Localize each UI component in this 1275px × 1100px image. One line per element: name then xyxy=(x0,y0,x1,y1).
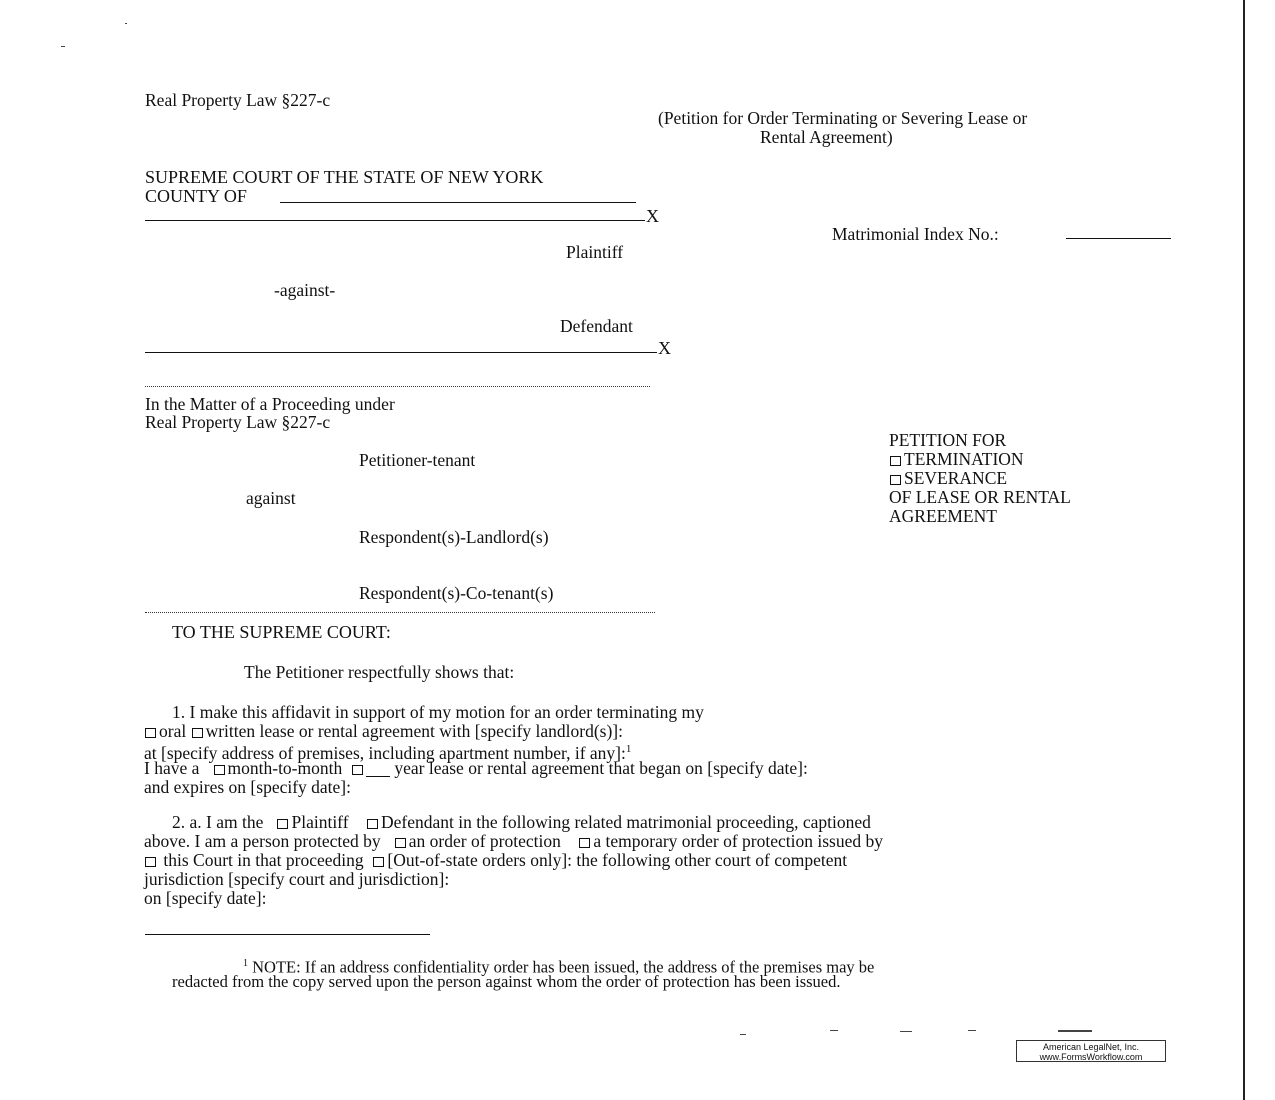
severance-label: SEVERANCE xyxy=(904,468,1008,488)
para2-line4: jurisdiction [specify court and jurisdiction]: xyxy=(144,869,450,889)
petitioner-label: Petitioner-tenant xyxy=(359,450,476,470)
oral-checkbox[interactable] xyxy=(145,728,156,738)
scan-speck xyxy=(740,1034,746,1035)
plaintiff-label: Plaintiff xyxy=(566,242,624,262)
temp-order-label: a temporary order of protection issued by xyxy=(593,831,884,851)
index-number-label: Matrimonial Index No.: xyxy=(832,224,999,244)
para1-line5: and expires on [specify date]: xyxy=(144,777,352,797)
scan-speck xyxy=(900,1031,912,1032)
footnote-marker: 1 xyxy=(243,958,248,969)
para1-line2 xyxy=(144,722,623,741)
against-label: -against- xyxy=(274,280,336,300)
page-edge xyxy=(1243,0,1245,1100)
caption-x-mark-2: X xyxy=(658,338,671,358)
index-number-field[interactable] xyxy=(1066,238,1171,239)
written-label: written lease or rental agreement with [specify landlord(s)]: xyxy=(205,721,623,741)
order-protection-label: an order of protection xyxy=(408,831,561,851)
scan-speck xyxy=(61,46,65,47)
defendant-option-label: Defendant in the following related matrimonial proceeding, captioned xyxy=(381,812,871,832)
matter-bottom-rule xyxy=(145,612,655,613)
branding-line2: www.FormsWorkflow.com xyxy=(1039,1052,1143,1062)
para1-line4 xyxy=(144,759,808,778)
respondent-cotenant-label: Respondent(s)-Co-tenant(s) xyxy=(359,583,554,603)
footnote-rule xyxy=(145,934,430,935)
petition-title-line4: OF LEASE OR RENTAL xyxy=(889,487,1071,507)
termination-option[interactable] xyxy=(889,450,1024,469)
oral-label: oral xyxy=(159,721,187,741)
protected-by-label: above. I am a person protected by xyxy=(144,831,381,851)
severance-option[interactable] xyxy=(889,469,1007,488)
matter-top-rule xyxy=(145,386,650,387)
written-checkbox[interactable] xyxy=(192,728,203,738)
para2-line2 xyxy=(144,832,883,851)
county-label: COUNTY OF xyxy=(145,186,247,206)
am-the-label: 2. a. I am the xyxy=(172,812,264,832)
this-court-label: this Court in that proceeding xyxy=(163,850,364,870)
statute-reference: Real Property Law §227-c xyxy=(145,90,331,110)
have-a-label: I have a xyxy=(144,758,200,778)
termination-label: TERMINATION xyxy=(904,449,1024,469)
matter-against-label: against xyxy=(246,488,296,508)
caption-x-mark: X xyxy=(646,206,659,226)
para2-line3 xyxy=(144,851,847,870)
month-to-month-checkbox[interactable] xyxy=(214,765,225,775)
petition-title-line5: AGREEMENT xyxy=(889,506,997,526)
footnote-line2: redacted from the copy served upon the person against whom the order of protection has been issued. xyxy=(172,972,841,991)
branding-line1: American LegalNet, Inc. xyxy=(1042,1042,1140,1052)
plaintiff-option-label: Plaintiff xyxy=(291,812,349,832)
out-of-state-checkbox[interactable] xyxy=(373,857,384,867)
month-to-month-label: month-to-month xyxy=(227,758,343,778)
branding-badge xyxy=(1016,1040,1166,1062)
caption-top-rule xyxy=(145,220,645,221)
footnote-text-1: NOTE: If an address confidentiality order has been issued, the address of the premises may be xyxy=(252,957,875,977)
plaintiff-checkbox[interactable] xyxy=(277,819,288,829)
footnote-reference: 1 xyxy=(625,743,632,755)
para2-line1 xyxy=(172,813,871,832)
respondent-landlord-label: Respondent(s)-Landlord(s) xyxy=(359,527,549,547)
address-prompt: at [specify address of premises, including apartment number, if any]: xyxy=(144,742,626,763)
temp-order-checkbox[interactable] xyxy=(579,838,590,848)
matter-line1: In the Matter of a Proceeding under xyxy=(145,394,395,414)
para2-line5: on [specify date]: xyxy=(144,888,267,908)
form-title-line1: (Petition for Order Terminating or Severing Lease or xyxy=(658,108,1028,128)
order-protection-checkbox[interactable] xyxy=(395,838,406,848)
defendant-checkbox[interactable] xyxy=(367,819,378,829)
termination-checkbox[interactable] xyxy=(890,456,901,466)
defendant-label: Defendant xyxy=(560,316,633,336)
severance-checkbox[interactable] xyxy=(890,475,901,485)
para1-line1: 1. I make this affidavit in support of my motion for an order terminating my xyxy=(172,702,704,722)
scan-speck xyxy=(1058,1030,1092,1032)
form-title-line2: Rental Agreement) xyxy=(760,127,893,147)
years-field[interactable] xyxy=(366,762,390,777)
court-name: SUPREME COURT OF THE STATE OF NEW YORK xyxy=(145,167,544,187)
caption-bottom-rule xyxy=(145,352,657,353)
scan-speck xyxy=(125,23,127,24)
year-lease-label: year lease or rental agreement that began on [specify date]: xyxy=(394,758,808,778)
year-lease-checkbox[interactable] xyxy=(352,765,363,775)
out-of-state-label: [Out-of-state orders only]: the following other court of competent xyxy=(387,850,848,870)
scan-speck xyxy=(968,1030,976,1031)
matter-line2: Real Property Law §227-c xyxy=(145,412,331,432)
petition-title-line1: PETITION FOR xyxy=(889,430,1007,450)
scan-speck xyxy=(830,1030,838,1031)
this-court-checkbox[interactable] xyxy=(145,857,156,867)
county-field[interactable] xyxy=(280,202,636,203)
addressee: TO THE SUPREME COURT: xyxy=(172,622,391,642)
intro-text: The Petitioner respectfully shows that: xyxy=(244,662,515,682)
